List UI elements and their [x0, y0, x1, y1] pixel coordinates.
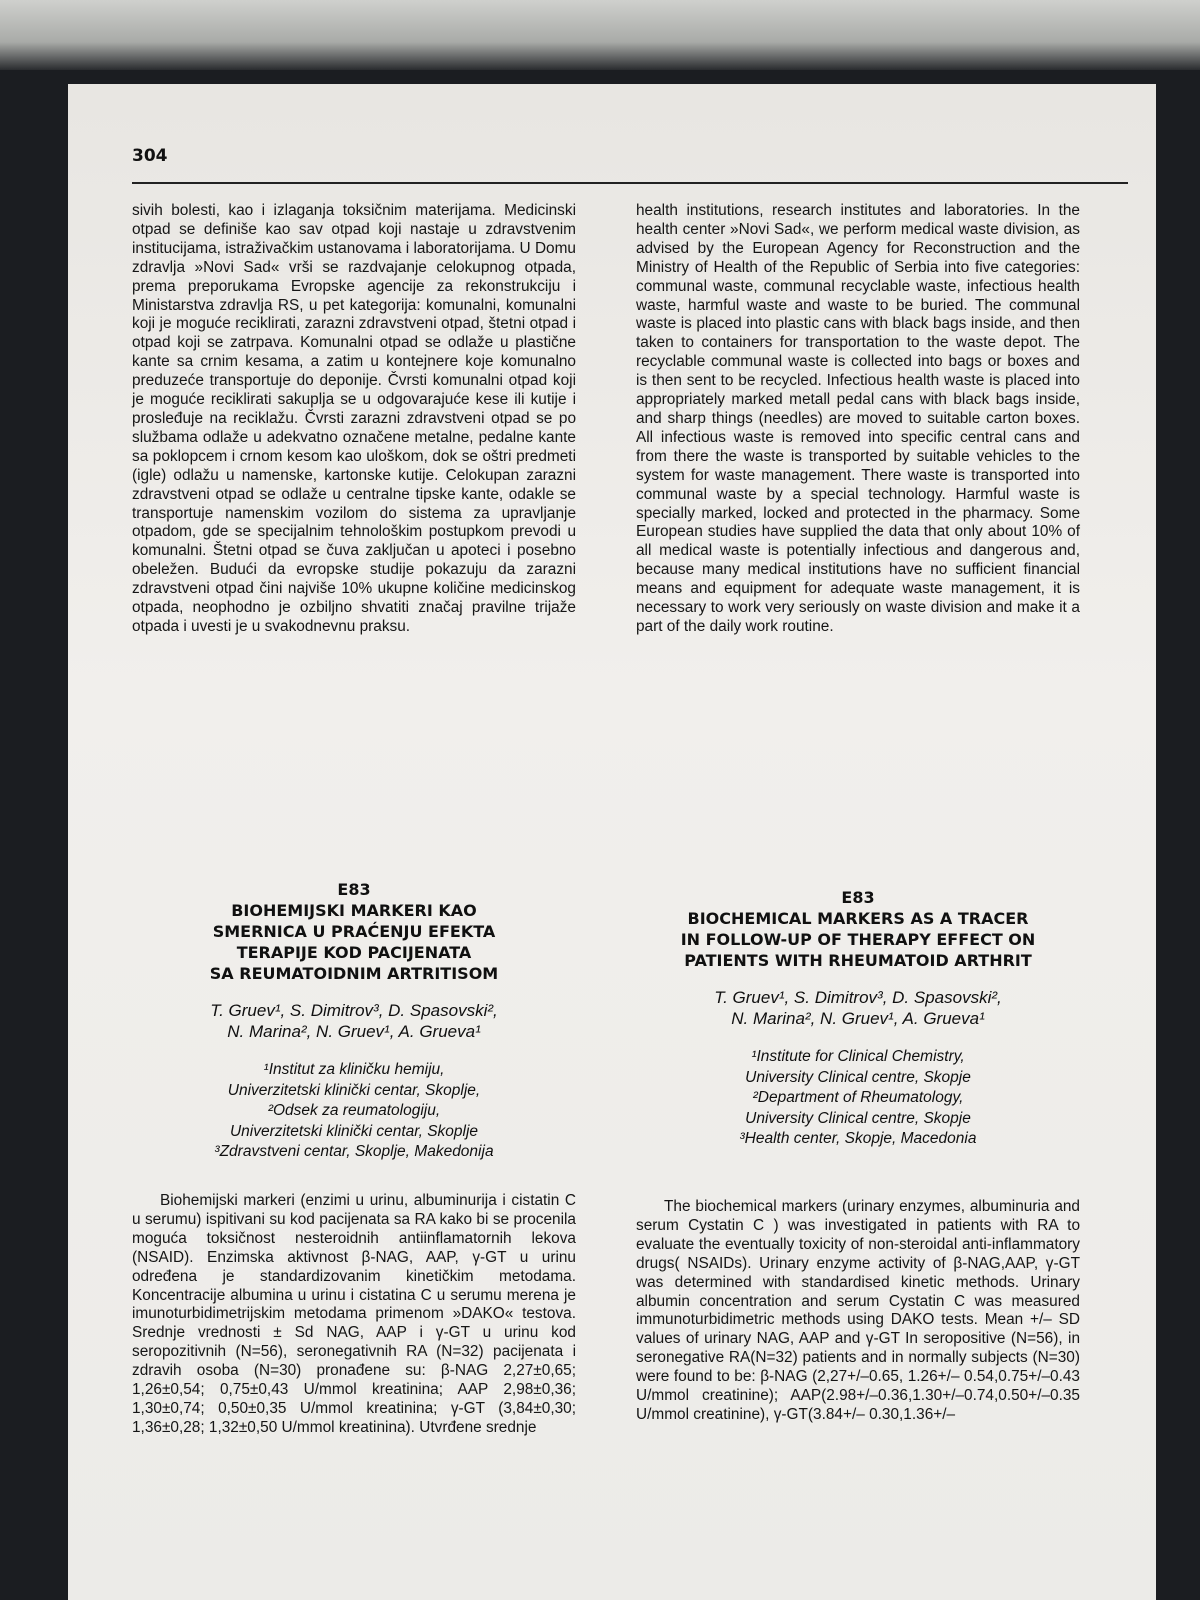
abstract-title: BIOCHEMICAL MARKERS AS A TRACER IN FOLLOW-UP OF THERAPY EFFECT ON PATIENTS WITH RHEUMATOID ARTHRIT	[680, 909, 1036, 970]
document-page	[68, 84, 1156, 1600]
abstract-title: BIOHEMIJSKI MARKERI KAO SMERNICA U PRAĆENJU EFEKTA TERAPIJE KOD PACIJENATA SA REUMATOIDNIM ARTRITISOM	[209, 901, 499, 983]
header-rule	[132, 182, 1128, 184]
right-column-continuation-text: health institutions, research institutes and laboratories. In the health center »Novi Sad«, we perform medical waste division, as advised by the European Agency for Reconstruction and the Ministry of Health of the Republic of Serbia into five categories: communal waste, communal recyclable waste, infectious health waste, harmful waste and waste to be buried. The communal waste is placed into plastic cans with black bags inside, and then taken to containers for transportation to the waste depot. The recyclable communal waste is collected into bags or boxes and is then sent to be recycled. Infectious health waste is placed into appropriately marked metall pedal cans with black bags inside, and sharp things (needles) are moved to suitable carton boxes. All infectious waste is removed into specific central cans and from there the waste is transported by suitable vehicles to the system for waste management. There waste is transported into communal waste by a special technology. Harmful waste is specially marked, locked and protected in the pharmacy. Some European studies have supplied the data that only about 10% of all medical waste is potentially infectious and dangerous and, because many medical institutions have no sufficient financial means and equipment for adequate waste management, it is necessary to work very seriously on waste division and make it a part of the daily work routine.	[636, 202, 1080, 635]
abstract-affiliations: ¹Institute for Clinical Chemistry, University Clinical centre, Skopje ²Department of Rheumatology, University Clinical centre, Skopje ³Health center, Skopje, Macedonia	[739, 1048, 977, 1147]
left-column-continuation-text: sivih bolesti, kao i izlaganja toksičnim materijama. Medicinski otpad se definiše kao sav otpad koji nastaje u zdravstvenim institucijama, istraživačkim ustanovama i laboratorijama. U Domu zdravlja »Novi Sad« vrši se razdvajanje celokupnog otpada, prema preporukama Evropske agencije za rekonstrukciju i Ministarstva zdravlja RS, u pet kategorija: komunalni, komunalni koji je moguće reciklirati, zarazni zdravstveni otpad, štetni otpad i otpad koji se zatrpava. Komunalni otpad se odlaže u plastične kante sa crnim kesama, a zatim u kontejnere koje komunalno preduzeće transportuje do deponije. Čvrsti komunalni otpad koji je moguće reciklirati sakuplja se u odgovarajuće kese ili kutije i prosleđuje na reciklažu. Čvrsti zarazni zdravstveni otpad se po službama odlaže u adekvatno označene metalne, pedalne kante sa poklopcem i crnom kesom kao uloškom, dok se oštri predmeti (igle) odlažu u namenske, kartonske kutije. Celokupan zarazni zdravstveni otpad se odlaže u centralne tipske kante, odakle se transportuje namenskim vozilom do sistema za upravljanje otpadom, gde se specijalnim tehnološkim postupkom prevodi u komunalni. Štetni otpad se čuva zaključan u apoteci i posebno obeležen. Budući da evropske studije pokazuju da zarazni zdravstveni otpad čini najviše 10% ukupne količine medicinskog otpada, neophodno je ozbiljno shvatiti značaj pravilne trijaže otpada i uvesti je u svakodnevnu praksu.	[132, 202, 576, 635]
monitor-top-edge	[0, 0, 1200, 70]
abstract-authors: T. Gruev¹, S. Dimitrov³, D. Spasovski², N. Marina², N. Gruev¹, A. Grueva¹	[210, 1001, 498, 1041]
abstract-authors: T. Gruev¹, S. Dimitrov³, D. Spasovski², N. Marina², N. Gruev¹, A. Grueva¹	[714, 988, 1002, 1028]
right-abstract-body: The biochemical markers (urinary enzymes, albuminuria and serum Cystatin C ) was investigated in patients with RA to evaluate the eventually toxicity of non-steroidal anti-inflammatory drugs( NSAIDs). Urinary enzyme activity of β-NAG,AAP, γ-GT was determined with standardised kinetic methods. Urinary albumin concentration and serum Cystatin C was measured immunoturbidimetric methods using DAKO tests. Mean +/– SD values of urinary NAG, AAP and γ-GT In seropositive (N=56), in seronegative RA(N=32) patients and in normally subjects (N=30) were found to be: β-NAG (2,27+/–0.65, 1.26+/– 0.54,0.75+/–0.43 U/mmol creatinine); AAP(2.98+/–0.36,1.30+/–0.74,0.50+/–0.35 U/mmol creatinine), γ-GT(3.84+/– 0.30,1.36+/–	[636, 1198, 1080, 1423]
abstract-code: E83	[337, 880, 371, 899]
abstract-affiliations: ¹Institut za kliničku hemiju, Univerzitetski klinički centar, Skoplje, ²Odsek za reumatologiju, Univerzitetski klinički centar, Skoplje ³Zdravstveni centar, Skoplje, Makedonija	[214, 1061, 494, 1160]
abstract-code: E83	[841, 888, 875, 907]
left-abstract-header	[132, 880, 576, 1163]
page-number: 304	[132, 146, 168, 166]
right-abstract-header	[636, 888, 1080, 1150]
left-abstract-body: Biohemijski markeri (enzimi u urinu, albuminurija i cistatin C u serumu) ispitivani su kod pacijenata sa RA kako bi se procenila moguća toksičnost nesteroidnih antiinflamatornih lekova (NSAID). Enzimska aktivnost β-NAG, AAP, γ-GT u urinu određena je standardizovanim kinetičkim metodama. Koncentracije albumina u urinu i cistatina C u serumu merena je imunoturbidimetrijskim metodama primenom »DAKO« testova. Srednje vrednosti ± Sd NAG, AAP i γ-GT u urinu kod seropozitivnih (N=56), seronegativnih RA (N=32) pacijenata i zdravih osoba (N=30) pronađene su: β-NAG 2,27±0,65; 1,26±0,54; 0,75±0,43 U/mmol kreatinina; AAP 2,98±0,36; 1,30±0,74; 0,50±0,35 U/mmol kreatinina; γ-GT (3,84±0,30; 1,36±0,28; 1,32±0,50 U/mmol kreatinina). Utvrđene srednje	[132, 1192, 576, 1436]
